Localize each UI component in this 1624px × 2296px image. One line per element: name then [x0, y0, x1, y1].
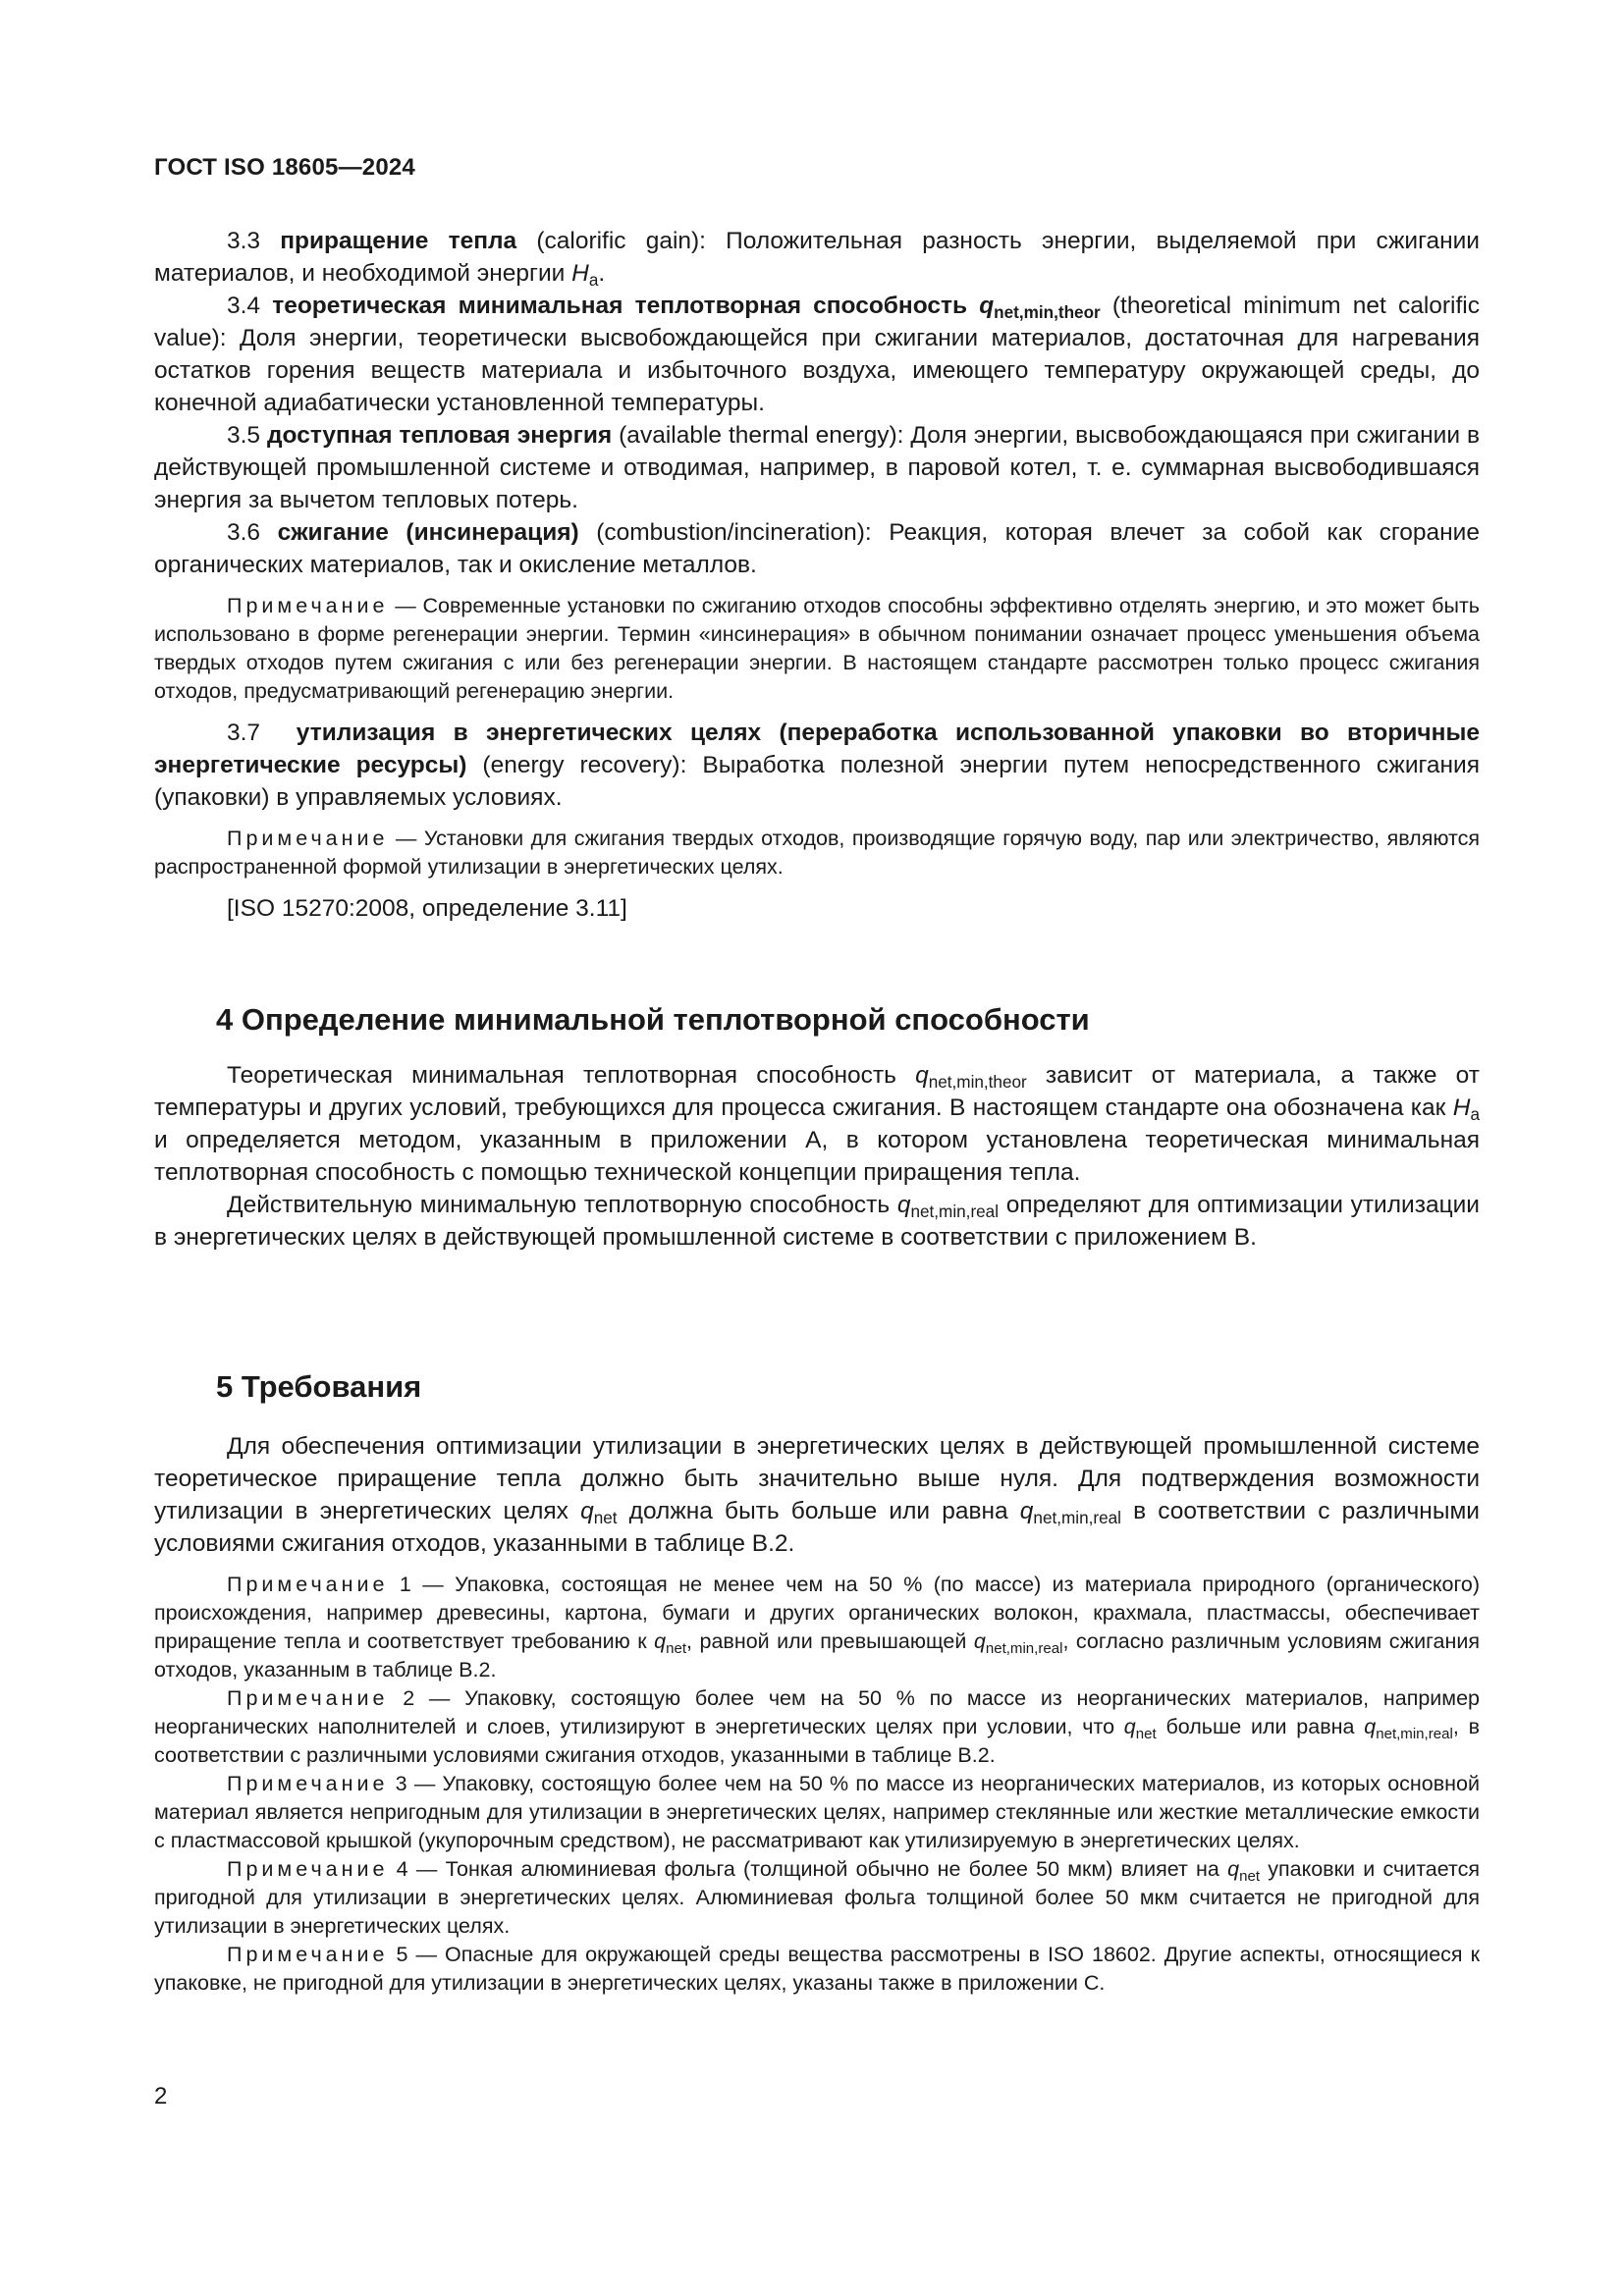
definition-3-6: 3.6 сжигание (инсинерация) (combustion/incineration): Реакция, которая влечет за собой как сгорание органических материалов, так и окисление металлов. — [154, 519, 1480, 578]
definition-3-3: 3.3 приращение тепла (calorific gain): Положительная разность энергии, выделяемой при сжигании материалов, и необходимой энергии $H_a$. — [154, 228, 1480, 290]
page-number: 2 — [154, 2083, 168, 2109]
section-5-title: 5 Требования — [216, 1369, 422, 1404]
section-5-note-2: Примечание 2 — Упаковку, состоящую более чем на 50 % по массе из неорганических материалов, например неорганических наполнителей и слоев, утилизируют в энергетических целях при условии, что $q_{net}$ больше или равна $q_{net,min,real}$, в соответствии с различными условиями сжигания отходов, указанными в таблице В.2. — [154, 1686, 1480, 1767]
section-5 — [154, 1367, 1480, 1998]
note-3-6: Примечание — Современные установки по сжиганию отходов способны эффективно отделять энергию, и это может быть использовано в форме регенерации энергии. Термин «инсинерация» в обычном понимании означает процесс уменьшения объема твердых отходов путем сжигания с или без регенерации энергии. В настоящем стандарте рассмотрен только процесс сжигания отходов, предусматривающий регенерацию энергии. — [154, 594, 1480, 703]
section-5-note-3: Примечание 3 — Упаковку, состоящую более чем на 50 % по массе из неорганических материалов, из которых основной материал является непригодным для утилизации в энергетических целях, например стеклянные или жесткие металлические емкости с пластмассовой крышкой (укупорочным средством), не рассматривают как утилизируемую в энергетических целях. — [154, 1772, 1480, 1852]
section-4 — [154, 1000, 1480, 1254]
section-5-note-1: Примечание 1 — Упаковка, состоящая не менее чем на 50 % (по массе) из материала природного (органического) происхождения, например древесины, картона, бумаги и других органических волокон, крахмала, пластмассы, обеспечивает приращение тепла и соответствует требованию к $q_{net}$, равной или превышающей $q_{net,min,real}$, согласно различным условиям сжигания отходов, указанным в таблице В.2. — [154, 1573, 1480, 1682]
document-header: ГОСТ ISO 18605—2024 — [154, 154, 415, 181]
definitions-block — [154, 225, 1480, 925]
section-5-note-5: Примечание 5 — Опасные для окружающей среды вещества рассмотрены в ISO 18602. Другие аспекты, относящиеся к упаковке, не пригодной для утилизации в энергетических целях, указаны также в приложении С. — [154, 1943, 1480, 1995]
definition-3-4: 3.4 теоретическая минимальная теплотворная способность $q_{net,min,theor}$ (theoretical minimum net calorific value): Доля энергии, теоретически высвобождающейся при сжигании материалов, достаточная для нагревания остатков горения веществ материала и избыточного воздуха, имеющего температуру окружающей среды, до конечной адиабатически установленной температуры. — [154, 293, 1480, 416]
reference-3-7: [ISO 15270:2008, определение 3.11] — [227, 895, 627, 922]
definition-3-7: 3.7 утилизация в энергетических целях (переработка использованной упаковки во вторичные энергетические ресурсы) (energy recovery): Выработка полезной энергии путем непосредственного сжигания (упаковки) в управляемых условиях. — [154, 720, 1481, 811]
section-4-paragraph-1: Теоретическая минимальная теплотворная способность $q_{net,min,theor}$ зависит от материала, а также от температуры и других условий, требующихся для процесса сжигания. В настоящем стандарте она обозначена как $H_a$ и определяется методом, указанным в приложении А, в котором установлена теоретическая минимальная теплотворная способность с помощью технической концепции приращения тепла. — [154, 1062, 1480, 1186]
definition-3-5: 3.5 доступная тепловая энергия (available thermal energy): Доля энергии, высвобождающаяся при сжигании в действующей промышленной системе и отводимая, например, в паровой котел, т. е. суммарная высвободившаяся энергия за вычетом тепловых потерь. — [154, 422, 1480, 513]
section-4-paragraph-2: Действительную минимальную теплотворную способность $q_{net,min,real}$ определяют для оптимизации утилизации в энергетических целях в действующей промышленной системе в соответствии с приложением В. — [154, 1192, 1480, 1251]
section-5-paragraph-1: Для обеспечения оптимизации утилизации в энергетических целях в действующей промышленной системе теоретическое приращение тепла должно быть значительно выше нуля. Для подтверждения возможности утилизации в энергетических целях $q_{net}$ должна быть больше или равна $q_{net,min,real}$ в соответствии с различными условиями сжигания отходов, указанными в таблице В.2. — [154, 1433, 1480, 1557]
note-3-7: Примечание — Установки для сжигания твердых отходов, производящие горячую воду, пар или электричество, являются распространенной формой утилизации в энергетических целях. — [154, 827, 1480, 879]
section-5-note-4: Примечание 4 — Тонкая алюминиевая фольга (толщиной обычно не более 50 мкм) влияет на $q_{net}$ упаковки и считается пригодной для утилизации в энергетических целях. Алюминиевая фольга толщиной более 50 мкм считается не пригодной для утилизации в энергетических целях. — [154, 1857, 1480, 1938]
section-4-title: 4 Определение минимальной теплотворной способности — [216, 1002, 1090, 1037]
